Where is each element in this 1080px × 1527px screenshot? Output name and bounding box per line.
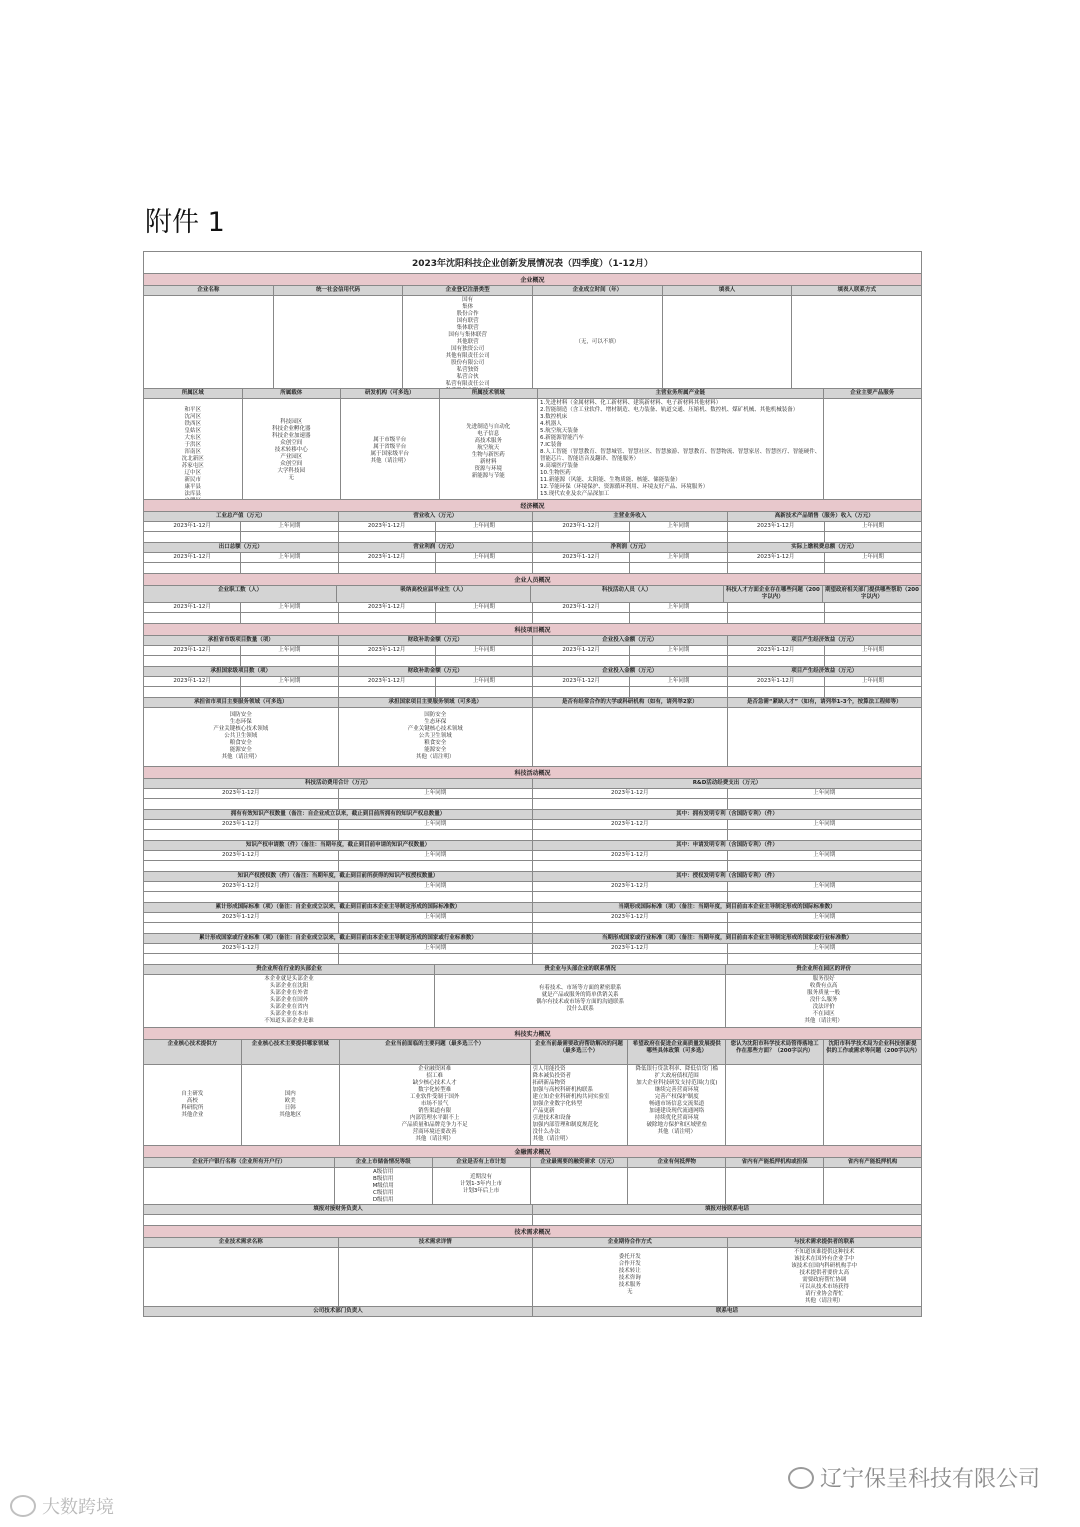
period-cur: 2023年1-12月 xyxy=(533,851,728,860)
period-cur: 2023年1-12月 xyxy=(728,677,825,686)
period-prev: 上年同期 xyxy=(339,882,534,891)
period-cur: 2023年1-12月 xyxy=(339,677,436,686)
header-park-eval: 贵企业所在园区的评价 xyxy=(726,965,921,974)
econ-value-row-2[interactable] xyxy=(144,563,921,574)
period-cur: 2023年1-12月 xyxy=(533,789,728,798)
header-carrier: 所属载体 xyxy=(243,389,342,398)
tech-footer-row xyxy=(144,1307,921,1316)
period-cur: 2023年1-12月 xyxy=(144,553,241,562)
period-prev: 上年同期 xyxy=(339,913,534,922)
period-prev: 上年同期 xyxy=(728,882,922,891)
header-tech-phone: 联系电话 xyxy=(533,1307,921,1316)
header-talent-help: 期望政府相关部门提供哪些帮助（200字以内） xyxy=(823,586,921,602)
header-benefit: 项目产生经济效益（万元） xyxy=(728,636,922,645)
period-cur: 2023年1-12月 xyxy=(533,603,630,612)
rd-org-options[interactable]: 属于市级平台 属于省级平台 属于国家级平台 其他（请注明） xyxy=(341,399,440,499)
period-cur: 2023年1-12月 xyxy=(144,677,241,686)
econ-header-row xyxy=(144,512,921,522)
collateral-cell[interactable] xyxy=(628,1168,726,1204)
header-collateral: 企业有何抵押物 xyxy=(628,1158,726,1167)
header-main-products: 企业主要产品服务 xyxy=(824,389,922,398)
period-cur: 2023年1-12月 xyxy=(533,820,728,829)
period-cur: 2023年1-12月 xyxy=(728,522,825,531)
basic-header-row-2 xyxy=(144,389,921,399)
header-nat-fields: 承担国家项目主要服务领域（可多选） xyxy=(339,698,534,707)
provider-link-options[interactable]: 不知道该谁提供这种技术 该技术在国外有企业手中 该技术在国内科研机构手中 技术提供者要价太高 需要政府帮忙协调 可以从技术市场获得 请行业协会帮忙 其他（请注明） xyxy=(728,1248,922,1306)
company-name-cell[interactable] xyxy=(144,296,274,388)
period-prev: 上年同期 xyxy=(339,820,534,829)
grade-options[interactable]: A级信用 B级信用 M级信用 C级信用 D级信用 xyxy=(335,1168,433,1204)
finance-lead-row xyxy=(144,1205,921,1215)
header-ip-grant-patent: 其中：授权发明专利（含国防专利）（件） xyxy=(533,872,921,881)
period-cur: 2023年1-12月 xyxy=(533,882,728,891)
policy-options[interactable]: 降低银行贷款利率、降低信贷门槛 扩大政府债权范围 加大企业科技研发支持范围(力度) 继续完善营商环境 完善产权保护制度 畅通市场信息交流渠道 加速建设现代流通网络 持续优化营商环境 破除地方保护和区域壁垒 其他（请注明） xyxy=(628,1065,726,1145)
header-ipo-grade: 企业上市储备情况等级 xyxy=(335,1158,433,1167)
header-financing: 企业最需要的融资需求（万元） xyxy=(531,1158,629,1167)
header-ip-total: 拥有有效知识产权数量（备注：自企业成立以来，截止到目前所拥有的知识产权总数量） xyxy=(144,810,533,819)
header-pledge-org: 省内有产能抵押机构 xyxy=(824,1158,921,1167)
weibo-icon xyxy=(10,1495,36,1517)
period-cur: 2023年1-12月 xyxy=(339,603,436,612)
coop-options[interactable]: 委托开发 合作开发 技术转让 技术咨询 技术服务 无 xyxy=(533,1248,728,1306)
period-cur: 2023年1-12月 xyxy=(144,944,339,953)
header-provider-link: 与技术需求提供者的联系 xyxy=(728,1238,922,1247)
period-cur: 2023年1-12月 xyxy=(144,603,241,612)
head-link-options[interactable]: 有着技术、市场等方面的紧密联系 就是产品或服务的简单供销关系 偶尔有技术或市场等方面的沟通联系 没什么联系 xyxy=(435,975,726,1027)
period-prev: 上年同期 xyxy=(436,522,533,531)
basic-body-row xyxy=(144,296,921,389)
strength-body-row xyxy=(144,1065,921,1146)
econ-period-row xyxy=(144,522,921,532)
period-cur: 2023年1-12月 xyxy=(533,677,630,686)
header-reg-type: 企业登记注册类型 xyxy=(403,286,533,295)
std-period-row-2 xyxy=(144,944,921,954)
period-prev: 上年同期 xyxy=(436,553,533,562)
period-cur: 2023年1-12月 xyxy=(533,646,630,655)
period-prev: 上年同期 xyxy=(436,646,533,655)
period-cur: 2023年1-12月 xyxy=(339,522,436,531)
header-founded: 企业成立时间（年） xyxy=(533,286,663,295)
nat-field-options[interactable]: 国防安全 生态环保 产业关键核心技术领域 公共卫生领域 粮食安全 能源安全 其他（请注明） xyxy=(339,708,534,766)
filler-cell[interactable] xyxy=(663,296,793,388)
std-header-row-1 xyxy=(144,903,921,913)
header-bureau-needs: 沈阳市科学技术局为企业科技创新提供的工作或需求等问题（200字以内） xyxy=(824,1040,921,1064)
header-bank: 企业开户银行名称（企业所有开户行） xyxy=(144,1158,335,1167)
help-options[interactable]: 引人用能投资 降本减负投资者 拓研新品物资 加强与高校科研机构联系 建立知企业科研机构共同实验室 加强企业数字化转型 产品更新 引进技术和设备 加强内部管理和制度规范化 没什么办法 其他（请注明） xyxy=(531,1065,629,1145)
period-cur: 2023年1-12月 xyxy=(144,913,339,922)
district-options[interactable]: 和平区 沈河区 铁西区 皇姑区 大东区 于洪区 浑南区 沈北新区 苏家屯区 辽中区 新民市 康平县 法库县 xyxy=(144,399,243,499)
header-ip-apply: 知识产权申请数（件）（备注：当期年度，截止到目前申请的知识产权数量） xyxy=(144,841,533,850)
econ-header-row-2 xyxy=(144,543,921,553)
staff-header-row xyxy=(144,586,921,603)
act-value-row[interactable] xyxy=(144,799,921,810)
header-partners: 是否有经常合作的大学或科研机构（如有，请列举2家） xyxy=(533,698,728,707)
pledge-org-cell[interactable] xyxy=(824,1168,921,1204)
header-tech-cost: 科技活动费用合计（万元） xyxy=(144,779,533,788)
proj-period-row-2 xyxy=(144,677,921,687)
header-finance-lead: 填报对接财务负责人 xyxy=(144,1205,533,1214)
std-value-row-2[interactable] xyxy=(144,954,921,965)
header-std-nat-cur: 当期形成国家或行业标准（项）（备注：当期年度，到目前由本企业主导制定形成的国家或行业标准数） xyxy=(533,934,921,943)
header-tech-provider: 企业核心技术提供方 xyxy=(144,1040,242,1064)
ip-value-row-1[interactable] xyxy=(144,830,921,841)
period-prev: 上年同期 xyxy=(630,522,727,531)
staff-value-row[interactable] xyxy=(144,613,921,624)
attachment-title: 附件 1 xyxy=(145,207,225,238)
period-prev: 上年同期 xyxy=(241,603,338,612)
act-header-row xyxy=(144,779,921,789)
header-tech-lead: 公司技术部门负责人 xyxy=(144,1307,533,1316)
header-std-intl-total: 累计形成国际标准（项）（备注：自企业成立以来，截止到目前由本企业主导制定形成的国际标准数） xyxy=(144,903,533,912)
header-graduates: 吸纳高校应届毕业生（人） xyxy=(337,586,530,602)
header-filler: 填表人 xyxy=(663,286,793,295)
section-finance: 金融需求概况 xyxy=(144,1146,921,1158)
watermark-company-text: 辽宁保呈科技有限公司 xyxy=(819,1467,1040,1492)
bank-cell[interactable] xyxy=(144,1168,335,1204)
header-std-nat-total: 累计形成国家或行业标准（项）（备注：自企业成立以来，截止到目前由本企业主导制定形成的国家或行业标准数） xyxy=(144,934,533,943)
header-employees: 企业职工数（人） xyxy=(144,586,337,602)
period-cur: 2023年1-12月 xyxy=(144,522,241,531)
header-nat-projects: 承担国家级项目数（项） xyxy=(144,667,339,676)
scarce-talent-cell[interactable] xyxy=(728,708,922,766)
reg-type-options[interactable]: 国有 集体 股份合作 国有联营 集体联营 国有与集体联营 其他联营 国有独资公司 其他有限责任公司 股份有限公司 私营独资 私营合伙 私营有限责任公司 xyxy=(403,296,533,388)
period-prev: 上年同期 xyxy=(728,913,922,922)
ip-period-row-3 xyxy=(144,882,921,892)
tech-detail-cell[interactable] xyxy=(339,1248,534,1306)
period-prev: 上年同期 xyxy=(728,944,922,953)
period-prev: 上年同期 xyxy=(241,646,338,655)
period-prev: 上年同期 xyxy=(825,677,921,686)
header-gov-help: 企业当前最需要政府帮助解决的问题（最多选三个） xyxy=(531,1040,629,1064)
header-guarantee: 省内有产能抵押机构或担保 xyxy=(726,1158,824,1167)
period-prev: 上年同期 xyxy=(339,789,534,798)
watermark-source-text: 大数跨境 xyxy=(42,1497,114,1518)
header-prov-fields: 承担省市项目主要服务领域（可多选） xyxy=(144,698,339,707)
period-cur: 2023年1-12月 xyxy=(533,553,630,562)
std-header-row-2 xyxy=(144,934,921,944)
header-policy: 希望政府在促进企业高质量发展提供哪些具体政策（可多选） xyxy=(628,1040,726,1064)
section-projects: 科技项目概况 xyxy=(144,624,921,636)
header-rd-staff: 科技活动人员（人） xyxy=(531,586,724,602)
header-ip-patent: 其中：拥有发明专利（含国防专利）（件） xyxy=(533,810,921,819)
header-op-profit: 营业利润（万元） xyxy=(339,543,534,552)
header-invest: 企业投入金额（万元） xyxy=(533,636,728,645)
ip-period-row-2 xyxy=(144,851,921,861)
survey-table xyxy=(143,251,922,1317)
header-output: 工业总产值（万元） xyxy=(144,512,339,521)
proj-header-row-3 xyxy=(144,698,921,708)
std-value-row-1[interactable] xyxy=(144,923,921,934)
header-district: 所属区域 xyxy=(144,389,243,398)
finance-body-row xyxy=(144,1168,921,1205)
period-cur: 2023年1-12月 xyxy=(144,882,339,891)
carrier-options[interactable]: 科技园区 科技企业孵化器 科技企业加速器 众创空间 技术转移中心 产业园区 众创空间 大学科技园 无 xyxy=(243,399,342,499)
ip-header-row-2 xyxy=(144,841,921,851)
header-finance-phone: 填报对接联系电话 xyxy=(533,1205,921,1214)
period-cur: 2023年1-12月 xyxy=(533,913,728,922)
head-body-row xyxy=(144,975,921,1028)
problem-options[interactable]: 企业融资困难 招工难 缺少核心技术人才 数字化转型难 工业软件受制于国外 市场不景气 销售渠道有限 内部管理水平跟不上 产品质量和品牌竞争力不足 营商环境还要改善 其他（请注明） xyxy=(340,1065,531,1145)
period-cur: 2023年1-12月 xyxy=(144,646,241,655)
main-products-cell[interactable] xyxy=(824,399,922,499)
header-company-name: 企业名称 xyxy=(144,286,274,295)
header-tech-field: 所属技术领域 xyxy=(440,389,539,398)
header-tax: 实际上缴税费总额（万元） xyxy=(728,543,922,552)
provider-options[interactable]: 自主研发 高校 科研院所 其他企业 xyxy=(144,1065,242,1145)
proj-value-row[interactable] xyxy=(144,656,921,667)
guarantee-cell[interactable] xyxy=(726,1168,824,1204)
period-cur: 2023年1-12月 xyxy=(144,820,339,829)
header-rd-org: 研发机构（可多选） xyxy=(341,389,440,398)
proj-period-row xyxy=(144,646,921,656)
header-prov-projects: 承担省市级项目数量（项） xyxy=(144,636,339,645)
region-options[interactable]: 国内 欧美 日韩 其他地区 xyxy=(242,1065,340,1145)
header-rd-cost: R&D活动经费支出（万元） xyxy=(533,779,921,788)
period-prev: 上年同期 xyxy=(339,851,534,860)
founded-hint: （无，可以不填） xyxy=(575,338,620,345)
watermark-company xyxy=(788,1462,1040,1493)
section-tech: 技术需求概况 xyxy=(144,1226,921,1238)
head-header-row xyxy=(144,965,921,975)
header-filler-contact: 填表人联系方式 xyxy=(792,286,921,295)
period-prev: 上年同期 xyxy=(241,677,338,686)
section-strength: 科技实力概况 xyxy=(144,1028,921,1040)
header-invest-2: 企业投入金额（万元） xyxy=(533,667,728,676)
header-head-firms: 贵企业所在行业的头部企业 xyxy=(144,965,435,974)
header-talent-issues: 科技人才方面企业存在哪些问题（200字以内） xyxy=(724,586,823,602)
header-tech-region: 企业核心技术主要提供哪家领域 xyxy=(242,1040,340,1064)
park-eval-options[interactable]: 服务很好 收费有点高 服务质量一般 没什么服务 没法评价 不在园区 其他（请注明） xyxy=(726,975,921,1027)
head-firm-options[interactable]: 本企业就是头部企业 头部企业在沈阳 头部企业在外省 头部企业在国外 头部企业在省内 头部企业在本市 不知道头部企业是谁 xyxy=(144,975,435,1027)
header-scarce-talent: 是否急需“紧缺人才”（如有，请列举1-3个，按算法工程师等） xyxy=(728,698,922,707)
header-net-profit: 净利润（万元） xyxy=(533,543,728,552)
credit-code-cell[interactable] xyxy=(274,296,404,388)
talent-issues-cell[interactable] xyxy=(728,603,825,612)
basic-body-row-2 xyxy=(144,399,921,500)
section-activity: 科技活动概况 xyxy=(144,767,921,779)
header-industry-chain: 主营业务所属产业链 xyxy=(538,389,824,398)
tech-field-options[interactable]: 先进制造与自动化 电子信息 高技术服务 航空航天 生物与新医药 新材料 资源与环境 新能源与节能 xyxy=(440,399,539,499)
period-prev: 上年同期 xyxy=(630,646,727,655)
period-prev: 上年同期 xyxy=(241,553,338,562)
period-prev: 上年同期 xyxy=(825,646,921,655)
founded-cell[interactable] xyxy=(533,296,663,388)
header-export: 出口总额（万元） xyxy=(144,543,339,552)
proj-header-row xyxy=(144,636,921,646)
header-revenue: 营业收入（万元） xyxy=(339,512,534,521)
period-cur: 2023年1-12月 xyxy=(144,789,339,798)
proj-body-row-3 xyxy=(144,708,921,767)
partners-cell[interactable] xyxy=(533,708,728,766)
proj-value-row-2[interactable] xyxy=(144,687,921,698)
proj-header-row-2 xyxy=(144,667,921,677)
header-bureau-work: 您认为沈阳市科学技术局管得落地工作在那些方面？（200字以内） xyxy=(726,1040,824,1064)
filler-contact-cell[interactable] xyxy=(792,296,921,388)
header-subsidy: 财政补助金额（万元） xyxy=(339,636,534,645)
header-main-revenue: 主营业务收入 xyxy=(533,512,728,521)
ip-header-row-1 xyxy=(144,810,921,820)
period-prev: 上年同期 xyxy=(241,522,338,531)
header-subsidy-2: 财政补助金额（万元） xyxy=(339,667,534,676)
period-prev: 上年同期 xyxy=(728,820,922,829)
header-hightech-revenue: 高新技术产品销售（服务）收入（万元） xyxy=(728,512,922,521)
header-tech-need: 企业技术需求名称 xyxy=(144,1238,339,1247)
header-ip-grant: 知识产权授权数（件）（备注：当期年度，截止到目前所获得的知识产权授权数量） xyxy=(144,872,533,881)
industry-chain-options[interactable]: 1.先进材料（金属材料、化工新材料、建筑新材料、电子新材料其他材料） 2.智能制造（含工业软件、增材制造、电力装备、轨道交通、压缩机、数控机、煤矿机械、其他机械装备） 3.数控机床 4.机器人 5.航空航天装备 6.新能源智能汽车 7.IC装备 8.人工智能（智慧教育、智慧城管、智慧社区、智慧旅游、智慧教育、智慧物流、智慧家居、智慧医疗、智能硬件、智能芯片、智能语音及翻译、智能服务） 9.高端医疗装备 10.生物医药 11.新能源（风能、太阳能、生物质能、核能、储能装备） 12.节能环保（环境保护、资源循环利用、环境友好产品、环境服务） 13.现代农业及农产品深加工 xyxy=(538,399,824,499)
tech-body-row xyxy=(144,1248,921,1307)
period-prev: 上年同期 xyxy=(728,789,922,798)
wechat-icon xyxy=(788,1467,814,1489)
financing-cell[interactable] xyxy=(531,1168,629,1204)
period-cur: 2023年1-12月 xyxy=(339,553,436,562)
period-cur: 2023年1-12月 xyxy=(728,646,825,655)
period-cur: 2023年1-12月 xyxy=(533,944,728,953)
period-prev: 上年同期 xyxy=(630,677,727,686)
bureau-needs-cell[interactable] xyxy=(824,1065,921,1145)
act-period-row xyxy=(144,789,921,799)
header-std-intl-cur: 当期形成国际标准（项）（备注：当期年度，到目前由本企业主导制定形成的国际标准数） xyxy=(533,903,921,912)
ipo-options[interactable]: 近期没有 计划1-3年内上市 计划3年后上市 xyxy=(433,1168,531,1204)
header-ip-apply-patent: 其中：申请发明专利（含国防专利）（件） xyxy=(533,841,921,850)
econ-value-row[interactable] xyxy=(144,532,921,543)
basic-header-row xyxy=(144,286,921,296)
staff-period-row xyxy=(144,603,921,613)
period-prev: 上年同期 xyxy=(339,944,534,953)
bureau-work-cell[interactable] xyxy=(726,1065,824,1145)
finance-header-row xyxy=(144,1158,921,1168)
prov-field-options[interactable]: 国防安全 生态环保 产业关键核心技术领域 公共卫生领域 粮食安全 能源安全 其他（请注明） xyxy=(144,708,339,766)
period-cur: 2023年1-12月 xyxy=(144,851,339,860)
section-basic: 企业概况 xyxy=(144,274,921,286)
header-benefit-2: 项目产生经济效益（万元） xyxy=(728,667,922,676)
econ-period-row-2 xyxy=(144,553,921,563)
period-prev: 上年同期 xyxy=(436,677,533,686)
period-prev: 上年同期 xyxy=(825,522,921,531)
section-econ: 经济概况 xyxy=(144,500,921,512)
header-head-links: 贵企业与头部企业的联系情况 xyxy=(435,965,726,974)
period-cur: 2023年1-12月 xyxy=(728,553,825,562)
header-tech-detail: 技术需求详情 xyxy=(339,1238,534,1247)
period-prev: 上年同期 xyxy=(436,603,533,612)
header-problems: 企业当前面临的主要问题（最多选三个） xyxy=(340,1040,531,1064)
talent-help-cell[interactable] xyxy=(825,603,921,612)
period-prev: 上年同期 xyxy=(825,553,921,562)
table-title: 2023年沈阳科技企业创新发展情况表（四季度）（1-12月） xyxy=(144,252,921,274)
section-staff: 企业人员概况 xyxy=(144,574,921,586)
strength-header-row xyxy=(144,1040,921,1065)
header-coop-mode: 企业期待合作方式 xyxy=(533,1238,728,1247)
header-credit-code: 统一社会信用代码 xyxy=(274,286,404,295)
watermark-source xyxy=(10,1493,114,1519)
period-cur: 2023年1-12月 xyxy=(339,646,436,655)
finance-lead-value-row[interactable] xyxy=(144,1215,921,1226)
period-cur: 2023年1-12月 xyxy=(533,522,630,531)
period-prev: 上年同期 xyxy=(630,603,727,612)
period-prev: 上年同期 xyxy=(630,553,727,562)
ip-period-row-1 xyxy=(144,820,921,830)
std-period-row-1 xyxy=(144,913,921,923)
header-ipo-plan: 企业是否有上市计划 xyxy=(433,1158,531,1167)
tech-header-row xyxy=(144,1238,921,1248)
tech-need-cell[interactable] xyxy=(144,1248,339,1306)
ip-value-row-2[interactable] xyxy=(144,861,921,872)
ip-value-row-3[interactable] xyxy=(144,892,921,903)
period-prev: 上年同期 xyxy=(728,851,922,860)
ip-header-row-3 xyxy=(144,872,921,882)
